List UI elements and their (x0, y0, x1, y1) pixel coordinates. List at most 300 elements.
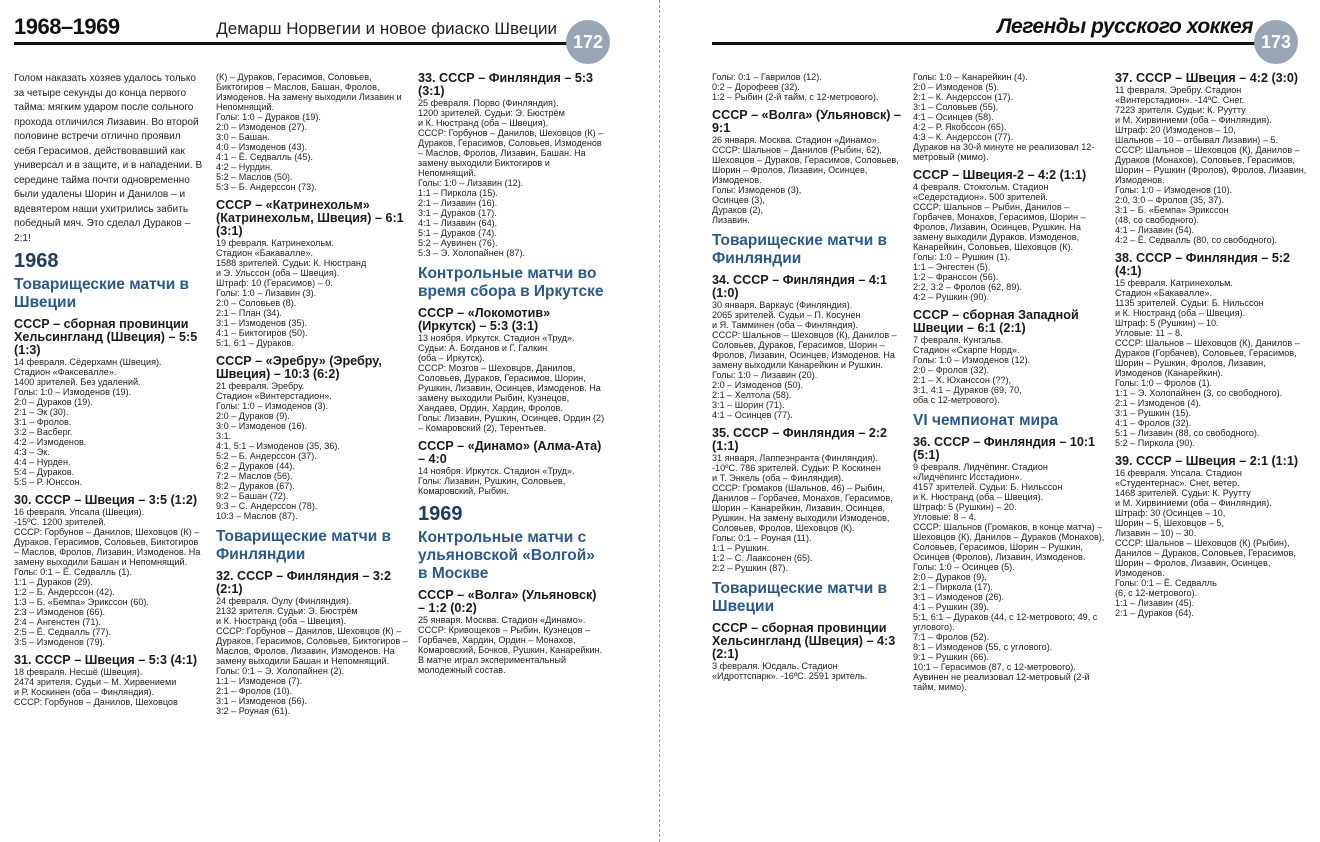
info-line: и Я. Тамминен (оба – Финляндия). (712, 320, 859, 330)
section-heading: Контрольные матчи во время сбора в Иркутске (418, 265, 604, 300)
match-details (712, 145, 902, 225)
detail-line: 4:1 – Лизавин (64). (418, 218, 498, 228)
detail-line: Осинцев (3), (712, 195, 765, 205)
match-block (418, 307, 606, 433)
info-line: Стадион «Факсевалле». (14, 367, 117, 377)
detail-line: 3:0 – Башан. (216, 132, 270, 142)
info-line: 4157 зрителей. Судьи: Б. Нильссон (913, 482, 1063, 492)
match-title: СССР – сборная провинции Хельсингланд (Швеция) – 5:5 (1:3) (14, 317, 198, 357)
info-line: 31 января. Лаппеэнранта (Финляндия). (712, 453, 878, 463)
match-info (216, 596, 408, 626)
match-info (216, 238, 408, 288)
detail-line: 4:1 – Осинцев (58). (913, 112, 994, 122)
info-line: Шальнов – 10 – отбывал Лизавин) – 5. (1115, 135, 1278, 145)
detail-line: 3:1 – Фролов. (14, 417, 72, 427)
detail-line: 1:3 – Б. «Бемпа» Эрикссон (60). (14, 597, 149, 607)
match-block (712, 427, 902, 573)
match-title: 30. СССР – Швеция – 3:5 (1:2) (14, 493, 198, 507)
detail-line: оба с 12-метрового). (913, 395, 1000, 405)
info-line: «Студентернас». Снег, ветер. (1115, 478, 1240, 488)
match-title: 31. СССР – Швеция – 5:3 (4:1) (14, 653, 198, 667)
detail-line: Голы: 1:0 – Лизавин (12). (418, 178, 524, 188)
match-block (712, 622, 902, 681)
info-line: «Седерстадион». 500 зрителей. (913, 192, 1048, 202)
detail-line: СССР: Горбунов – Данилов, Шеховцов (14, 697, 178, 707)
info-line: и Т. Энкель (оба – Финляндия). (712, 473, 844, 483)
match-title: СССР – «Динамо» (Алма-Ата) – 4:0 (418, 439, 602, 466)
detail-line: СССР: Горбунов – Данилов, Шеховцов (К) – Дураков, Герасимов, Соловьев, Измоденов – Маслов, Фролов, Лизавин, Башан. На замену выходили Биктогиров и Непомнящий. (418, 128, 604, 178)
info-line: Угловые: 11 – 8. (1115, 328, 1183, 338)
info-line: 15 февраля. Катринехольм. (1115, 278, 1233, 288)
match-title: 37. СССР – Швеция – 4:2 (3:0) (1115, 71, 1299, 85)
detail-line: Голы: 1:0 – Измоденов (19). (14, 387, 132, 397)
match-details (1115, 338, 1310, 448)
match-details (418, 128, 606, 258)
detail-line: СССР: Шальнов – Шеховцов (К), Данилов – Дураков (Горбачев), Соловьев, Герасимов, Шорин – Рушкин, Фролов, Лизавин, Измоденов (Канарейкин). (1115, 338, 1300, 378)
column-1-blocks (14, 250, 204, 707)
match-info (418, 466, 606, 476)
info-line: 21 февраля. Эребру. (216, 381, 305, 391)
detail-line: Голы: 0:1 – Э. Холопайнен (2). (216, 666, 345, 676)
detail-line: 2:1 – Лизавин (16). (418, 198, 498, 208)
match-info (418, 615, 606, 625)
section-heading: Товарищеские матчи в Финляндии (216, 528, 392, 563)
detail-line: 1:2 – С. Лааксонен (65). (712, 553, 813, 563)
detail-line: 3:2 – Роуная (61). (216, 706, 291, 716)
detail-line: Голы: 1:0 – Рушкин (1). (913, 252, 1010, 262)
detail-line: 4:2 – Измоденов. (14, 437, 87, 447)
detail-line: 4:1 – Ё. Седвалль (45). (216, 152, 313, 162)
column-6 (1115, 72, 1310, 625)
info-line: (оба – Иркутск). (418, 353, 485, 363)
detail-line: 1:1 – Рушкин. (712, 543, 770, 553)
detail-line: 5:2 – Аувинен (76). (418, 238, 498, 248)
detail-line: 2:0 – Дураков (19). (14, 397, 93, 407)
info-line: 11 февраля. Эребру. Стадион (1115, 85, 1242, 95)
match-title: СССР – Швеция-2 – 4:2 (1:1) (913, 168, 1087, 182)
info-line: Штраф: 5 (Рушкин) – 10. (1115, 318, 1219, 328)
info-line: 7223 зрителя. Судьи: К. Руутту (1115, 105, 1246, 115)
detail-line: 2:5 – Ё. Седвалль (77). (14, 627, 111, 637)
detail-line: (6, с 12-метрового). (1115, 588, 1198, 598)
info-line: 19 февраля. Катринехольм. (216, 238, 334, 248)
detail-line: Дураков на 30-й минуте не реализовал 12-метровый (мимо). (913, 142, 1095, 162)
match-block (418, 589, 606, 675)
match-block (14, 494, 204, 647)
match-info (216, 381, 408, 401)
match-title: СССР – «Волга» (Ульяновск) – 1:2 (0:2) (418, 588, 597, 615)
column-3 (418, 72, 606, 682)
match-details (913, 72, 1108, 162)
detail-line: 4:1 – Рушкин (39). (913, 602, 989, 612)
info-line: 1200 зрителей. Судьи: Э. Бюстрём (418, 108, 565, 118)
detail-line: 8:1 – Измоденов (55, с углового). (913, 642, 1053, 652)
detail-line: 2:0 – Дураков (9). (913, 572, 987, 582)
detail-line: 4:0 – Измоденов (43). (216, 142, 308, 152)
detail-line: Голы: Измоденов (3), (712, 185, 802, 195)
detail-line: СССР: Шальнов – Рыбин, Данилов – Горбачев, Монахов, Герасимов, Шорин – Фролов, Лизавин, Осинцев, Рушкин. На замену выходили Дураков, Измоденов, Канарейкин, Соловьев, Шеховцов (К). (913, 202, 1086, 252)
detail-line: 10:3 – Маслов (87). (216, 511, 298, 521)
match-details (14, 527, 204, 647)
info-line: 2474 зрителя. Судьи – М. Хирвениеми (14, 677, 177, 687)
match-info (418, 98, 606, 128)
detail-line: 4:2 – Р. Якобссон (65). (913, 122, 1007, 132)
detail-line: СССР: Шальнов – Шеховцов (К), Данилов – Соловьев, Дураков, Герасимов, Шорин – Фролов, Лизавин, Осинцев, Измоденов. На замену выходили Канарейкин и Рушкин. (712, 330, 897, 370)
detail-line: 4:1 – Осинцев (77). (712, 410, 793, 420)
detail-line: 3:1 – Дураков (17). (418, 208, 497, 218)
match-block (1115, 72, 1310, 245)
column-5 (913, 72, 1108, 699)
detail-line: Голы: 0:1 – Ё. Седвалль (1). (14, 567, 132, 577)
detail-line: Голы: 1:0 – Лизавин (3). (216, 288, 317, 298)
info-line: «Винтерстадион». -14ºС. Снег. (1115, 95, 1245, 105)
info-line: Штраф: 10 (Герасимов) – 0. (216, 278, 333, 288)
info-line: и К. Нюстранд (оба – Швеция). (913, 492, 1044, 502)
detail-line: 2:0 – Соловьев (8). (216, 298, 297, 308)
detail-line: 4:4 – Нурден. (14, 457, 71, 467)
detail-line: 3:5 – Измоденов (79). (14, 637, 106, 647)
detail-line: 2:1 – Фролов (10). (216, 686, 293, 696)
detail-line: 4:1 – Лизавин (54). (1115, 225, 1195, 235)
detail-line: Голы: 1:0 – Фролов (1). (1115, 378, 1213, 388)
detail-line: 9:3 – С. Андерссон (78). (216, 501, 318, 511)
detail-line: 2:1 – К. Андерссон (17). (913, 92, 1014, 102)
match-info (712, 135, 902, 145)
detail-line: 5:2 – Маслов (50). (216, 172, 293, 182)
detail-line: 9:2 – Башан (72). (216, 491, 289, 501)
info-line: 13 ноября. Иркутск. Стадион «Труд». (418, 333, 575, 343)
match-title: 35. СССР – Финляндия – 2:2 (1:1) (712, 426, 888, 453)
match-details (216, 288, 408, 348)
match-block (1115, 252, 1310, 448)
info-line: «Идроттспарк». -16ºС. 2591 зритель. (712, 671, 868, 681)
intro-text: Голом наказать хозяев удалось только за четыре секунды до конца первого тайма: мягким ударом после сольного прохода отличился Лизавин. Во второй половине встречи отлично проявил себя Герасимов, действовавший как универсал и в защите, и в нападении. В середине тайма почти одновременно были удалены Шорин и Данилов – и вдевятером наши ухитрились забить победный мяч. Это сделал Дураков – 2:1! (14, 73, 203, 244)
match-block (14, 654, 204, 707)
detail-line: Голы: 1:0 – Измоденов (12). (913, 355, 1031, 365)
detail-line: Голы: 0:1 – Ё. Седвалль (1115, 578, 1217, 588)
section-heading: Товарищеские матчи в Финляндии (712, 232, 888, 267)
info-line: и Э. Ульссон (оба – Швеция). (216, 268, 340, 278)
info-line: Штраф: 5 (Рушкин) – 20. (913, 502, 1017, 512)
info-line: и К. Нюстранд (оба – Швеция). (216, 616, 347, 626)
match-info (14, 507, 204, 527)
detail-line: СССР: Кривощеков – Рыбин, Кузнецов – Горбачев, Хардин, Ордин – Монахов, Комаровский, Бочков, Рушкин, Канарейкин. (418, 625, 603, 655)
detail-line: 1:1 – Измоденов (7). (216, 676, 303, 686)
match-title: СССР – «Катринехольм» (Катринехольм, Швеция) – 6:1 (3:1) (216, 198, 404, 238)
detail-line: 1:1 – Э. Холопайнен (3, со свободного). (1115, 388, 1283, 398)
info-line: 25 февраля. Порво (Финляндия). (418, 98, 559, 108)
detail-line: Голы: 1:0 – Измоденов (3). (216, 401, 329, 411)
detail-line: Дураков (2), (712, 205, 764, 215)
match-info (1115, 468, 1310, 538)
detail-line: 6:2 – Дураков (44). (216, 461, 295, 471)
match-details (1115, 145, 1310, 245)
match-block (1115, 455, 1310, 618)
detail-line: 5:2 – Б. Андерссон (37). (216, 451, 317, 461)
detail-line: 3:2 – Васберг. (14, 427, 73, 437)
detail-line: 2:0 – Измоденов (5). (913, 82, 1000, 92)
header-rule (712, 42, 1257, 45)
match-details (913, 522, 1108, 692)
match-info (418, 333, 606, 363)
match-info (913, 335, 1108, 355)
detail-line: 5:5 – Р. Юнссон. (14, 477, 83, 487)
match-details (418, 476, 606, 496)
match-details (1115, 538, 1310, 618)
match-title: СССР – «Локомотив» (Иркутск) – 5:3 (3:1) (418, 306, 551, 333)
match-info (1115, 278, 1310, 338)
detail-line: СССР: Шальнов – Шеховцов (К), Данилов – Дураков (Монахов), Соловьев, Герасимов, Шорин – Рушкин (Фролов), Фролов, Лизавин, Измоденов. (1115, 145, 1307, 185)
info-line: 16 февраля. Упсала (Швеция). (14, 507, 145, 517)
match-title: 32. СССР – Финляндия – 3:2 (2:1) (216, 569, 392, 596)
info-line: 30 января. Варкаус (Финляндия). (712, 300, 853, 310)
page-number: 173 (1254, 20, 1298, 64)
detail-line: 2:1 – Пиркола (17). (913, 582, 993, 592)
detail-line: 5:4 – Дураков. (14, 467, 75, 477)
detail-line: 2:1 – Хелтола (58). (712, 390, 792, 400)
detail-line: 7:2 – Маслов (56). (216, 471, 293, 481)
info-line: Штраф: 30 (Осинцев – 10, (1115, 508, 1226, 518)
detail-line: 1:2 – Франссон (56). (913, 272, 999, 282)
detail-line: Голы: 1:0 – Измоденов (10). (1115, 185, 1233, 195)
match-details (418, 625, 606, 675)
text-block (913, 72, 1108, 162)
detail-line: Голы: 1:0 – Канарейкин (4). (913, 72, 1028, 82)
match-block (913, 436, 1108, 692)
detail-line: 7:1 – Фролов (52). (913, 632, 990, 642)
detail-line: 9:1 – Рушкин (66). (913, 652, 989, 662)
section-heading: Товарищеские матчи в Швеции (712, 580, 888, 615)
detail-line: 5:1 – Лизавин (88, со свободного). (1115, 428, 1260, 438)
detail-line: 3:1 – Измоденов (26). (913, 592, 1005, 602)
detail-line: СССР: Шальнов (Громаков, в конце матча) – Шеховцов (К), Данилов – Дураков (Монахов), Соловьев, Герасимов, Шорин – Рушкин, Осинцев (Фролов), Лизавин, Измоденов. (913, 522, 1105, 562)
match-details (913, 202, 1108, 302)
info-line: 14 февраля. Сёдерхамн (Швеция). (14, 357, 162, 367)
detail-line: 2:0, 3:0 – Фролов (35, 37). (1115, 195, 1224, 205)
detail-line: Голы: 1:0 – Дураков (19). (216, 112, 321, 122)
detail-line: 2:1 – План (34). (216, 308, 282, 318)
detail-line: 5:3 – Э. Холопайнен (87). (418, 248, 526, 258)
info-line: 18 февраля. Несшё (Швеция). (14, 667, 143, 677)
chapter-subtitle: Демарш Норвегии и новое фиаско Швеции (216, 19, 557, 38)
detail-line: 5:3 – Б. Андерссон (73). (216, 182, 317, 192)
detail-line: 5:2 – Пиркола (90). (1115, 438, 1195, 448)
left-page (0, 0, 655, 842)
match-info (1115, 85, 1310, 145)
match-details (14, 387, 204, 487)
match-block (913, 309, 1108, 405)
year-heading: 1968 (14, 250, 59, 272)
detail-line: 2:3 – Измоденов (66). (14, 607, 106, 617)
detail-line: Голы: 0:1 – Роуная (11). (712, 533, 812, 543)
detail-line: 4:2 – Рушкин (90). (913, 292, 989, 302)
detail-line: 3:0 – Измоденов (16). (216, 421, 308, 431)
match-title: 39. СССР – Швеция – 2:1 (1:1) (1115, 454, 1299, 468)
info-line: -10ºС. 786 зрителей. Судьи: Р. Коскинен (712, 463, 881, 473)
right-header (665, 14, 1320, 40)
detail-line: 3:1 – Рушкин (15). (1115, 408, 1191, 418)
info-line: 7 февраля. Кунгэльв. (913, 335, 1004, 345)
info-line: 25 января. Москва. Стадион «Динамо». (418, 615, 586, 625)
match-block (418, 440, 606, 496)
years-title: 1968–1969 (14, 14, 120, 39)
detail-line: 4:3 – К. Андерссон (77). (913, 132, 1014, 142)
detail-line: 2:4 – Ангенстен (71). (14, 617, 101, 627)
detail-line: 2:1 – Х. Юханссон (??), (913, 375, 1012, 385)
detail-line: 2:2, 3:2 – Фролов (62, 89). (913, 282, 1022, 292)
detail-line: 10:1 – Герасимов (87, с 12-метрового). (913, 662, 1076, 672)
info-line: 2065 зрителей. Судьи – П. Косунен (712, 310, 861, 320)
info-line: 3 февраля. Юсдаль. Стадион (712, 661, 838, 671)
page-number: 172 (566, 20, 610, 64)
info-line: Угловые: 8 – 4. (913, 512, 977, 522)
detail-line: 8:2 – Дураков (67). (216, 481, 295, 491)
detail-line: (К) – Дураков, Герасимов, Соловьев, Биктогиров – Маслов, Башан, Фролов, Измоденов. На замену выходили Лизавин и Непомнящий. (216, 72, 402, 112)
match-info (712, 300, 902, 330)
info-line: 1588 зрителей. Судьи: К. Нюстранд (216, 258, 367, 268)
info-line: 26 января. Москва. Стадион «Динамо». (712, 135, 880, 145)
match-title: 36. СССР – Финляндия – 10:1 (5:1) (913, 435, 1096, 462)
info-line: 9 февраля. Лидчёпинг. Стадион (913, 462, 1048, 472)
detail-line: 3:1 – Шорин (71). (712, 400, 785, 410)
match-info (712, 661, 902, 681)
info-line: -15ºС. 1200 зрителей. (14, 517, 106, 527)
match-details (712, 483, 902, 573)
column-4 (712, 72, 902, 688)
detail-line: 1:2 – Б. Андерссон (42). (14, 587, 115, 597)
info-line: и М. Хирвиниеми (оба – Финляндия). (1115, 115, 1272, 125)
detail-line: СССР: Мозгов – Шеховцов, Данилов, Соловьев, Дураков, Герасимов, Шорин, Рушкин, Лизавин, Осинцев, Измоденов. На замену выходили Рыбин, Кузнецов, Хандаев, Ордин, Хардин, Фролов. (418, 363, 601, 413)
info-line: и К. Нюстранд (оба – Швеция). (1115, 308, 1246, 318)
match-block (418, 72, 606, 258)
detail-line: В матче играл экспериментальный молодежный состав. (418, 655, 567, 675)
detail-line: Голы: Лизавин, Рушкин, Соловьев, Комаровский, Рыбин. (418, 476, 566, 496)
match-block (913, 169, 1108, 302)
match-info (14, 357, 204, 387)
info-line: 2132 зрителя. Судьи: Э. Бюстрём (216, 606, 358, 616)
match-block (216, 355, 408, 521)
detail-line: 2:0 – Измоденов (50). (712, 380, 804, 390)
info-line: и Р. Коскинен (оба – Финляндия). (14, 687, 154, 697)
detail-line: 3:1 – Б. «Бемпа» Эрикссон (1115, 205, 1229, 215)
detail-line: 3:1 – Измоденов (35). (216, 318, 308, 328)
match-info (712, 453, 902, 483)
text-block (712, 72, 902, 102)
match-info (913, 462, 1108, 522)
match-block (14, 318, 204, 487)
detail-line: Голы: 1:0 – Осинцев (5). (913, 562, 1015, 572)
detail-line: Голы: 1:0 – Лизавин (20). (712, 370, 818, 380)
info-line: Стадион «Скарпе Норд». (913, 345, 1020, 355)
detail-line: 2:0 – Измоденов (27). (216, 122, 308, 132)
match-details (913, 355, 1108, 405)
info-line: «Лидчёпингс Исстадион». (913, 472, 1023, 482)
match-info (913, 182, 1108, 202)
column-2 (216, 72, 408, 723)
year-heading: 1969 (418, 503, 463, 525)
detail-line: 1:1 – Дураков (29). (14, 577, 93, 587)
info-line: и К. Нюстранд (оба – Швеция). (418, 118, 549, 128)
match-title: СССР – «Эребру» (Эребру, Швеция) – 10:3 (6:2) (216, 354, 382, 381)
match-title: СССР – сборная провинции Хельсингланд (Швеция) – 4:3 (2:1) (712, 621, 896, 661)
match-block (216, 570, 408, 716)
info-line: 24 февраля. Оулу (Финляндия). (216, 596, 352, 606)
detail-line: Голы: 0:1 – Гаврилов (12). (712, 72, 822, 82)
detail-line: (48, со свободного). (1115, 215, 1199, 225)
info-line: и М. Хирвиниеми (оба – Финляндия). (1115, 498, 1272, 508)
detail-line: 2:1 – Измоденов (4). (1115, 398, 1202, 408)
detail-line: 4:2 – Ё. Седвалль (80, со свободного). (1115, 235, 1278, 245)
info-line: 16 февраля. Упсала. Стадион (1115, 468, 1242, 478)
detail-line: Голы: Лизавин, Рушкин, Осинцев, Ордин (2) – Комаровский (2), Терентьев. (418, 413, 605, 433)
info-line: Стадион «Бакавалле». (1115, 288, 1213, 298)
detail-line: 4:2 – Нурдин. (216, 162, 273, 172)
info-line: 1135 зрителей. Судьи: Б. Нильссон (1115, 298, 1264, 308)
info-line: Шорин – 5, Шеховцов – 5, (1115, 518, 1224, 528)
detail-line: 4:1, 5:1 – Измоденов (35, 36). (216, 441, 340, 451)
match-details (216, 401, 408, 521)
info-line: Судьи: А. Богданов и Г. Галкин (418, 343, 548, 353)
match-details (216, 72, 408, 192)
match-details (418, 363, 606, 433)
match-title: СССР – сборная Западной Швеции – 6:1 (2:1) (913, 308, 1079, 335)
detail-line: 2:0 – Фролов (32). (913, 365, 990, 375)
detail-line: СССР: Громаков (Шальнов, 46) – Рыбин, Данилов – Горбачев, Монахов, Герасимов, Шорин – Канарейкин, Лизавин, Осинцев, Рушкин. На замену выходили Измоденов, Соловьев, Фролов, Шеховцов (К). (712, 483, 893, 533)
match-block (712, 274, 902, 420)
section-heading: VI чемпионат мира (913, 412, 1059, 429)
match-info (14, 667, 204, 697)
left-header (0, 14, 655, 40)
detail-line: 5:1, 6:1 – Дураков (44, с 12-метрового; 49, с углового). (913, 612, 1098, 632)
detail-line: 1:2 – Рыбин (2-й тайм, с 12-метрового). (712, 92, 879, 102)
detail-line: 1:1 – Лизавин (45). (1115, 598, 1195, 608)
info-line: Стадион «Винтерстадион». (216, 391, 332, 401)
detail-line: Аувинен не реализовал 12-метровый (2-й тайм, мимо). (913, 672, 1090, 692)
detail-line: Лизавин. (712, 215, 750, 225)
detail-line: 1:1 – Энгестен (5). (913, 262, 991, 272)
match-details (14, 697, 204, 707)
column-1 (14, 72, 204, 714)
detail-line: 5:1, 6:1 – Дураков. (216, 338, 294, 348)
section-heading: Товарищеские матчи в Швеции (14, 276, 190, 311)
match-title: 34. СССР – Финляндия – 4:1 (1:0) (712, 273, 888, 300)
detail-line: 2:0 – Дураков (9). (216, 411, 290, 421)
info-line: Штраф: 20 (Измоденов – 10, (1115, 125, 1236, 135)
info-line: 1400 зрителей. Без удалений. (14, 377, 141, 387)
match-title: СССР – «Волга» (Ульяновск) – 9:1 (712, 108, 901, 135)
detail-line: 2:1 – Эк (30). (14, 407, 69, 417)
right-page (665, 0, 1320, 842)
detail-line: 3:1, 4:1 – Дураков (69, 70, (913, 385, 1022, 395)
detail-line: 4:1 – Биктогиров (50). (216, 328, 308, 338)
detail-line: СССР: Горбунов – Данилов, Шеховцов (К) – Дураков, Герасимов, Соловьев, Биктогиров – Маслов, Фролов, Лизавин, Измоденов. На замену выходили Башан и Непомнящий. (216, 626, 408, 666)
detail-line: СССР: Шальнов – Данилов (Рыбин, 62), Шеховцов – Дураков, Герасимов, Соловьев, Шорин – Фролов, Лизавин, Осинцев, Измоденов. (712, 145, 899, 185)
page-divider (659, 0, 660, 842)
book-title: Легенды русского хоккея (997, 15, 1253, 38)
detail-line: 0:2 – Дорофеев (32). (712, 82, 800, 92)
header-rule (14, 42, 569, 45)
info-line: 14 ноября. Иркутск. Стадион «Труд». (418, 466, 575, 476)
match-title: 38. СССР – Финляндия – 5:2 (4:1) (1115, 251, 1291, 278)
match-title: 33. СССР – Финляндия – 5:3 (3:1) (418, 71, 594, 98)
info-line: 1468 зрителей. Судьи: К. Руутту (1115, 488, 1251, 498)
info-line: Лизавин – 10) – 30. (1115, 528, 1197, 538)
detail-line: 5:1 – Дураков (74). (418, 228, 497, 238)
detail-line: СССР: Шальнов – Шеховцов (К) (Рыбин), Данилов – Дураков, Соловьев, Герасимов, Шорин – Фролов, Лизавин, Осинцев, Измоденов. (1115, 538, 1296, 578)
detail-line: 4:3 – Эк. (14, 447, 50, 457)
detail-line: 3:1. (216, 431, 232, 441)
detail-line: 3:1 – Измоденов (56). (216, 696, 308, 706)
